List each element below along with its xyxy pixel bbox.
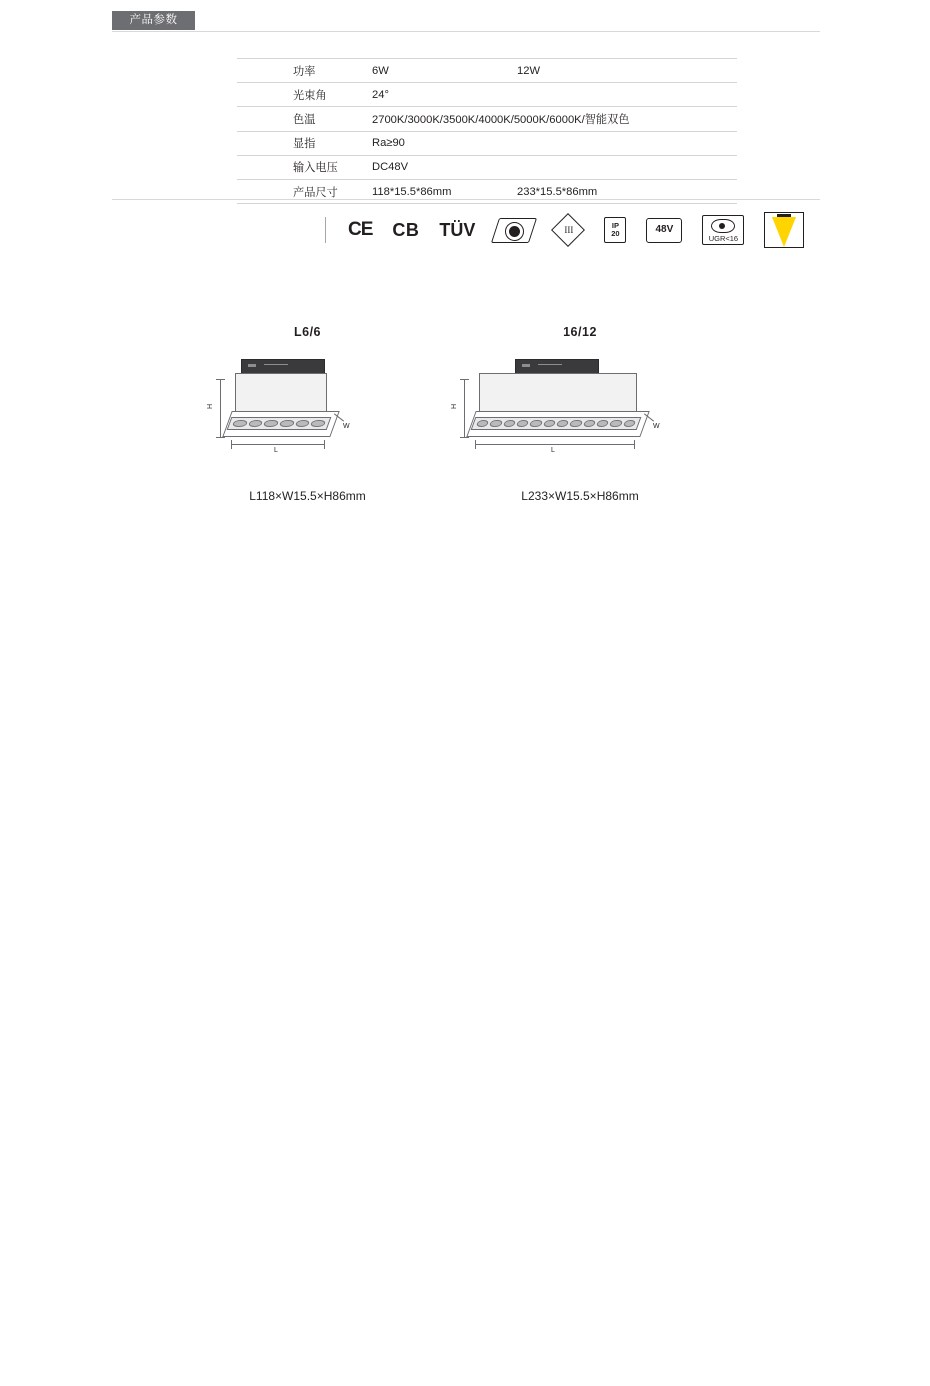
table-row: [237, 83, 737, 107]
certification-bar: [325, 210, 804, 250]
spec-label: 输入电压: [293, 162, 338, 175]
dim-line-l: [231, 444, 325, 445]
beam-angle-icon: [764, 212, 804, 248]
table-row: [237, 58, 737, 83]
cert-divider: [112, 199, 820, 200]
table-row: [237, 180, 737, 204]
spec-value-2: 233*15.5*86mm: [517, 185, 598, 198]
fixture-illustration: [451, 355, 705, 475]
dim-label-w: W: [343, 423, 350, 430]
spec-value-1: 118*15.5*86mm: [372, 185, 452, 198]
cert-separator: [325, 217, 326, 243]
product-title: 16/12: [563, 325, 597, 339]
dim-line-h: [220, 379, 221, 437]
ip-rating-bottom: 20: [611, 228, 620, 238]
dim-line-h: [464, 379, 465, 437]
spec-table: [237, 58, 737, 204]
spec-value-1: 24°: [372, 88, 389, 101]
product-drawing-2: [451, 355, 705, 475]
fixture-led-face: [227, 417, 332, 430]
product-drawing-1: [205, 355, 410, 475]
product-block-2: [451, 325, 705, 503]
voltage-icon: 48V: [646, 218, 682, 243]
dim-label-l: L: [551, 447, 555, 454]
fixture-led-face: [471, 417, 642, 430]
tuv-icon: TÜV: [439, 219, 476, 240]
fixture-illustration: [205, 355, 410, 475]
spec-value-1: 6W: [372, 64, 389, 77]
cb-icon: CB: [392, 219, 420, 240]
eye-icon: [711, 219, 735, 233]
table-row: [237, 156, 737, 180]
ce-icon: CE: [348, 219, 373, 240]
ip-rating-icon: [604, 217, 626, 243]
spec-label: 显指: [293, 138, 316, 151]
product-title: L6/6: [293, 325, 321, 339]
dim-label-l: L: [274, 447, 278, 454]
spec-value-2: 12W: [517, 64, 541, 77]
spec-value-wide: Ra≥90: [372, 137, 405, 150]
dim-label-h: H: [207, 403, 215, 410]
spec-label: 光束角: [293, 89, 327, 102]
header-divider: [112, 31, 820, 32]
product-caption: L118×W15.5×H86mm: [249, 489, 366, 503]
spec-value-wide: 2700K/3000K/3500K/4000K/5000K/6000K/智能双色: [372, 113, 630, 126]
ugr-label: UGR<16: [708, 234, 739, 243]
table-row: [237, 107, 737, 131]
table-row: [237, 132, 737, 156]
product-block-1: [205, 325, 410, 503]
product-caption: L233×W15.5×H86mm: [521, 489, 639, 503]
class-three-icon: [553, 215, 584, 246]
spec-label: 功率: [293, 65, 316, 78]
dim-line-l: [475, 444, 635, 445]
ip-rating-top: IP: [611, 221, 619, 230]
section-title-tab: 产品参数: [112, 11, 195, 30]
dim-label-w: W: [653, 423, 660, 430]
spec-label: 产品尺寸: [293, 186, 338, 199]
class-three-label: III: [564, 224, 574, 235]
spec-value-wide: DC48V: [372, 161, 409, 174]
spec-label: 色温: [293, 113, 316, 126]
dim-label-h: H: [451, 403, 459, 410]
rcm-icon: [495, 218, 533, 243]
ugr-icon: [702, 215, 744, 245]
